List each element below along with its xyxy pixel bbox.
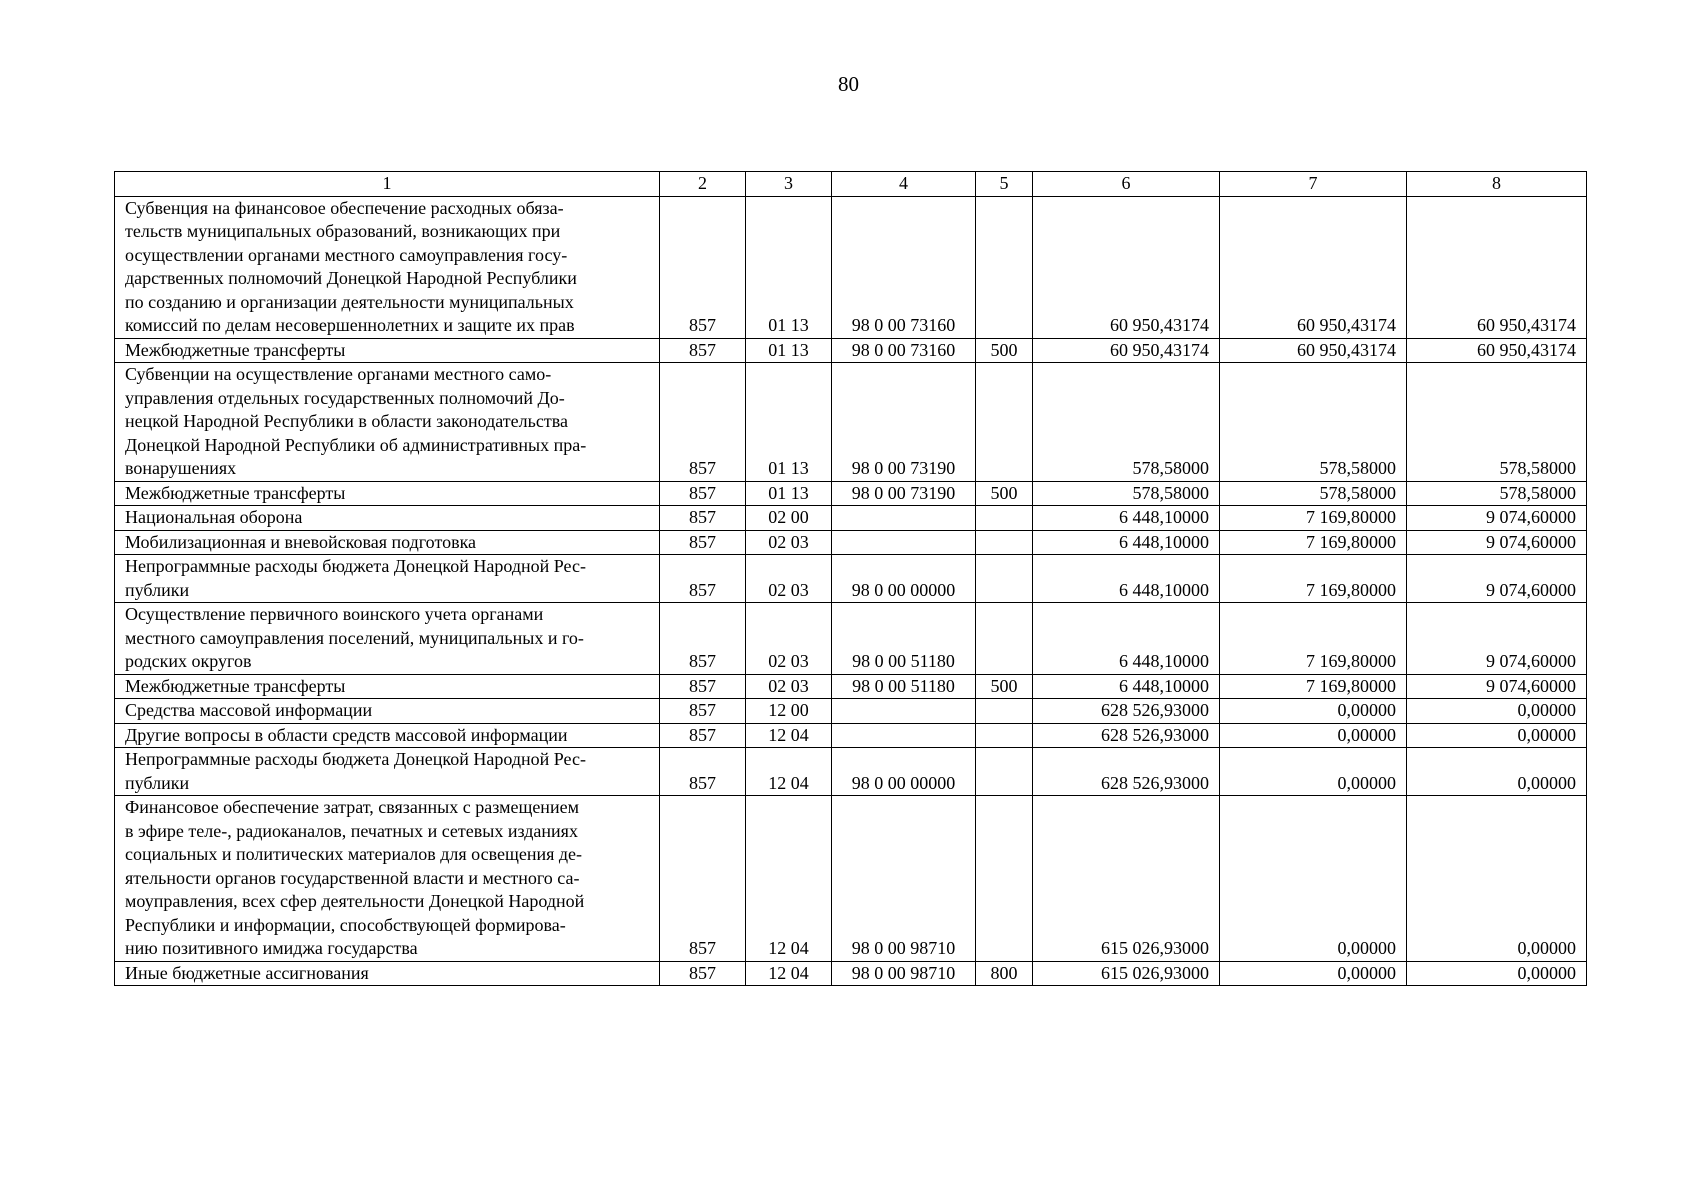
cell-target-article: 98 0 00 98710 [832, 961, 976, 986]
cell-amount-8: 0,00000 [1407, 961, 1587, 986]
row-name-text: Непрограммные расходы бюджета Донецкой Народной Рес- публики [125, 749, 586, 793]
column-header: 6 [1033, 172, 1220, 197]
cell-admin-code: 857 [660, 961, 746, 986]
cell-section: 02 00 [746, 506, 832, 531]
row-name [115, 699, 660, 724]
cell-section: 12 04 [746, 961, 832, 986]
cell-admin-code: 857 [660, 363, 746, 482]
table-row [115, 338, 1587, 363]
cell-amount-6: 578,58000 [1033, 481, 1220, 506]
cell-amount-7: 578,58000 [1220, 481, 1407, 506]
cell-amount-6: 578,58000 [1033, 363, 1220, 482]
table-header-row [115, 172, 1587, 197]
row-name [115, 723, 660, 748]
cell-target-article [832, 699, 976, 724]
cell-amount-8: 9 074,60000 [1407, 530, 1587, 555]
column-header: 1 [115, 172, 660, 197]
cell-expense-type [976, 363, 1033, 482]
cell-amount-6: 628 526,93000 [1033, 699, 1220, 724]
row-name-text: Национальная оборона [125, 507, 303, 527]
cell-amount-6: 6 448,10000 [1033, 530, 1220, 555]
cell-amount-7: 7 169,80000 [1220, 555, 1407, 603]
cell-section: 02 03 [746, 530, 832, 555]
cell-expense-type [976, 603, 1033, 675]
row-name [115, 506, 660, 531]
table-row [115, 530, 1587, 555]
cell-target-article [832, 723, 976, 748]
cell-expense-type [976, 796, 1033, 962]
table-row [115, 961, 1587, 986]
column-header: 4 [832, 172, 976, 197]
cell-amount-8: 0,00000 [1407, 723, 1587, 748]
cell-section: 02 03 [746, 603, 832, 675]
cell-expense-type [976, 723, 1033, 748]
cell-amount-7: 7 169,80000 [1220, 530, 1407, 555]
cell-amount-7: 0,00000 [1220, 961, 1407, 986]
cell-section: 02 03 [746, 674, 832, 699]
cell-target-article: 98 0 00 98710 [832, 796, 976, 962]
cell-admin-code: 857 [660, 555, 746, 603]
column-header: 3 [746, 172, 832, 197]
cell-amount-7: 0,00000 [1220, 748, 1407, 796]
row-name [115, 961, 660, 986]
cell-section: 02 03 [746, 555, 832, 603]
cell-section: 01 13 [746, 338, 832, 363]
row-name [115, 748, 660, 796]
cell-target-article [832, 506, 976, 531]
cell-amount-8: 0,00000 [1407, 748, 1587, 796]
table-row [115, 603, 1587, 675]
table-row [115, 796, 1587, 962]
cell-admin-code: 857 [660, 481, 746, 506]
cell-amount-8: 60 950,43174 [1407, 196, 1587, 338]
row-name [115, 796, 660, 962]
cell-amount-7: 7 169,80000 [1220, 506, 1407, 531]
budget-table [114, 171, 1587, 986]
row-name-text: Другие вопросы в области средств массовой информации [125, 724, 568, 745]
cell-amount-8: 9 074,60000 [1407, 555, 1587, 603]
cell-section: 12 04 [746, 723, 832, 748]
cell-target-article: 98 0 00 73190 [832, 363, 976, 482]
cell-amount-6: 6 448,10000 [1033, 506, 1220, 531]
row-name [115, 338, 660, 363]
cell-amount-8: 9 074,60000 [1407, 506, 1587, 531]
cell-expense-type [976, 699, 1033, 724]
cell-admin-code: 857 [660, 796, 746, 962]
row-name-text: Межбюджетные трансферты [125, 482, 346, 503]
cell-target-article: 98 0 00 00000 [832, 748, 976, 796]
cell-amount-6: 60 950,43174 [1033, 196, 1220, 338]
cell-amount-7: 0,00000 [1220, 723, 1407, 748]
cell-admin-code: 857 [660, 506, 746, 531]
column-header: 5 [976, 172, 1033, 197]
cell-expense-type [976, 506, 1033, 531]
cell-amount-6: 628 526,93000 [1033, 723, 1220, 748]
row-name-text: Непрограммные расходы бюджета Донецкой Народной Рес- публики [125, 556, 586, 600]
cell-admin-code: 857 [660, 603, 746, 675]
cell-amount-6: 615 026,93000 [1033, 961, 1220, 986]
cell-admin-code: 857 [660, 338, 746, 363]
column-header: 7 [1220, 172, 1407, 197]
cell-expense-type [976, 196, 1033, 338]
cell-target-article [832, 530, 976, 555]
cell-expense-type: 500 [976, 674, 1033, 699]
cell-target-article: 98 0 00 73190 [832, 481, 976, 506]
table-row [115, 481, 1587, 506]
cell-amount-6: 60 950,43174 [1033, 338, 1220, 363]
cell-target-article: 98 0 00 51180 [832, 674, 976, 699]
row-name [115, 530, 660, 555]
cell-admin-code: 857 [660, 530, 746, 555]
row-name-text: Межбюджетные трансферты [125, 675, 346, 696]
row-name [115, 555, 660, 603]
row-name-text: Осуществление первичного воинского учета органами местного самоуправления поселений, муниципальных и го- родских округов [125, 604, 584, 671]
cell-amount-7: 0,00000 [1220, 699, 1407, 724]
cell-admin-code: 857 [660, 674, 746, 699]
cell-amount-7: 578,58000 [1220, 363, 1407, 482]
cell-expense-type [976, 555, 1033, 603]
cell-target-article: 98 0 00 51180 [832, 603, 976, 675]
page-number: 80 [838, 72, 859, 96]
table-row [115, 723, 1587, 748]
cell-amount-8: 60 950,43174 [1407, 338, 1587, 363]
cell-amount-7: 60 950,43174 [1220, 338, 1407, 363]
cell-section: 12 00 [746, 699, 832, 724]
row-name-text: Межбюджетные трансферты [125, 339, 346, 360]
cell-expense-type: 500 [976, 481, 1033, 506]
row-name-text: Финансовое обеспечение затрат, связанных с размещением в эфире теле-, радиоканалов, печатных и сетевых изданиях социальных и политических материалов для освещения де- ятельности органов государственной власти и местного са- моуправления, всех сфер деятельности Донецкой Народной Республики и информации, способствующей формирова- нию позитивного имиджа государства [125, 797, 585, 958]
cell-amount-8: 0,00000 [1407, 796, 1587, 962]
table-row [115, 699, 1587, 724]
cell-section: 01 13 [746, 363, 832, 482]
row-name [115, 196, 660, 338]
table-row [115, 506, 1587, 531]
cell-amount-8: 578,58000 [1407, 481, 1587, 506]
cell-amount-8: 9 074,60000 [1407, 603, 1587, 675]
cell-amount-7: 0,00000 [1220, 796, 1407, 962]
row-name [115, 481, 660, 506]
row-name-text: Иные бюджетные ассигнования [125, 962, 369, 983]
cell-expense-type: 800 [976, 961, 1033, 986]
cell-expense-type [976, 748, 1033, 796]
cell-amount-8: 9 074,60000 [1407, 674, 1587, 699]
table-row [115, 555, 1587, 603]
cell-amount-7: 7 169,80000 [1220, 603, 1407, 675]
table-row [115, 748, 1587, 796]
cell-expense-type [976, 530, 1033, 555]
row-name-text: Субвенции на осуществление органами местного само- управления отдельных государственных полномочий До- нецкой Народной Республики в области законодательства Донецкой Народной Республики об административных пра- вонарушениях [125, 364, 587, 478]
cell-amount-6: 615 026,93000 [1033, 796, 1220, 962]
row-name [115, 363, 660, 482]
cell-amount-6: 6 448,10000 [1033, 555, 1220, 603]
cell-target-article: 98 0 00 73160 [832, 338, 976, 363]
cell-admin-code: 857 [660, 699, 746, 724]
cell-amount-8: 578,58000 [1407, 363, 1587, 482]
column-header: 8 [1407, 172, 1587, 197]
cell-amount-6: 6 448,10000 [1033, 674, 1220, 699]
cell-section: 12 04 [746, 748, 832, 796]
cell-section: 01 13 [746, 196, 832, 338]
cell-amount-6: 628 526,93000 [1033, 748, 1220, 796]
cell-amount-7: 7 169,80000 [1220, 674, 1407, 699]
table-row [115, 674, 1587, 699]
cell-admin-code: 857 [660, 723, 746, 748]
column-header: 2 [660, 172, 746, 197]
cell-amount-8: 0,00000 [1407, 699, 1587, 724]
cell-expense-type: 500 [976, 338, 1033, 363]
cell-section: 12 04 [746, 796, 832, 962]
row-name-text: Мобилизационная и вневойсковая подготовка [125, 531, 477, 552]
row-name-text: Средства массовой информации [125, 700, 373, 720]
row-name [115, 603, 660, 675]
cell-section: 01 13 [746, 481, 832, 506]
cell-amount-7: 60 950,43174 [1220, 196, 1407, 338]
table-row [115, 196, 1587, 338]
row-name-text: Субвенция на финансовое обеспечение расходных обяза- тельств муниципальных образований, возникающих при осуществлении органами местного самоуправления госу- дарственных полномочий Донецкой Народной Республики по созданию и организации деятельности муниципальных комиссий по делам несовершеннолетних и защите их прав [125, 197, 577, 335]
table-row [115, 363, 1587, 482]
cell-target-article: 98 0 00 00000 [832, 555, 976, 603]
cell-target-article: 98 0 00 73160 [832, 196, 976, 338]
cell-admin-code: 857 [660, 196, 746, 338]
row-name [115, 674, 660, 699]
cell-admin-code: 857 [660, 748, 746, 796]
cell-amount-6: 6 448,10000 [1033, 603, 1220, 675]
